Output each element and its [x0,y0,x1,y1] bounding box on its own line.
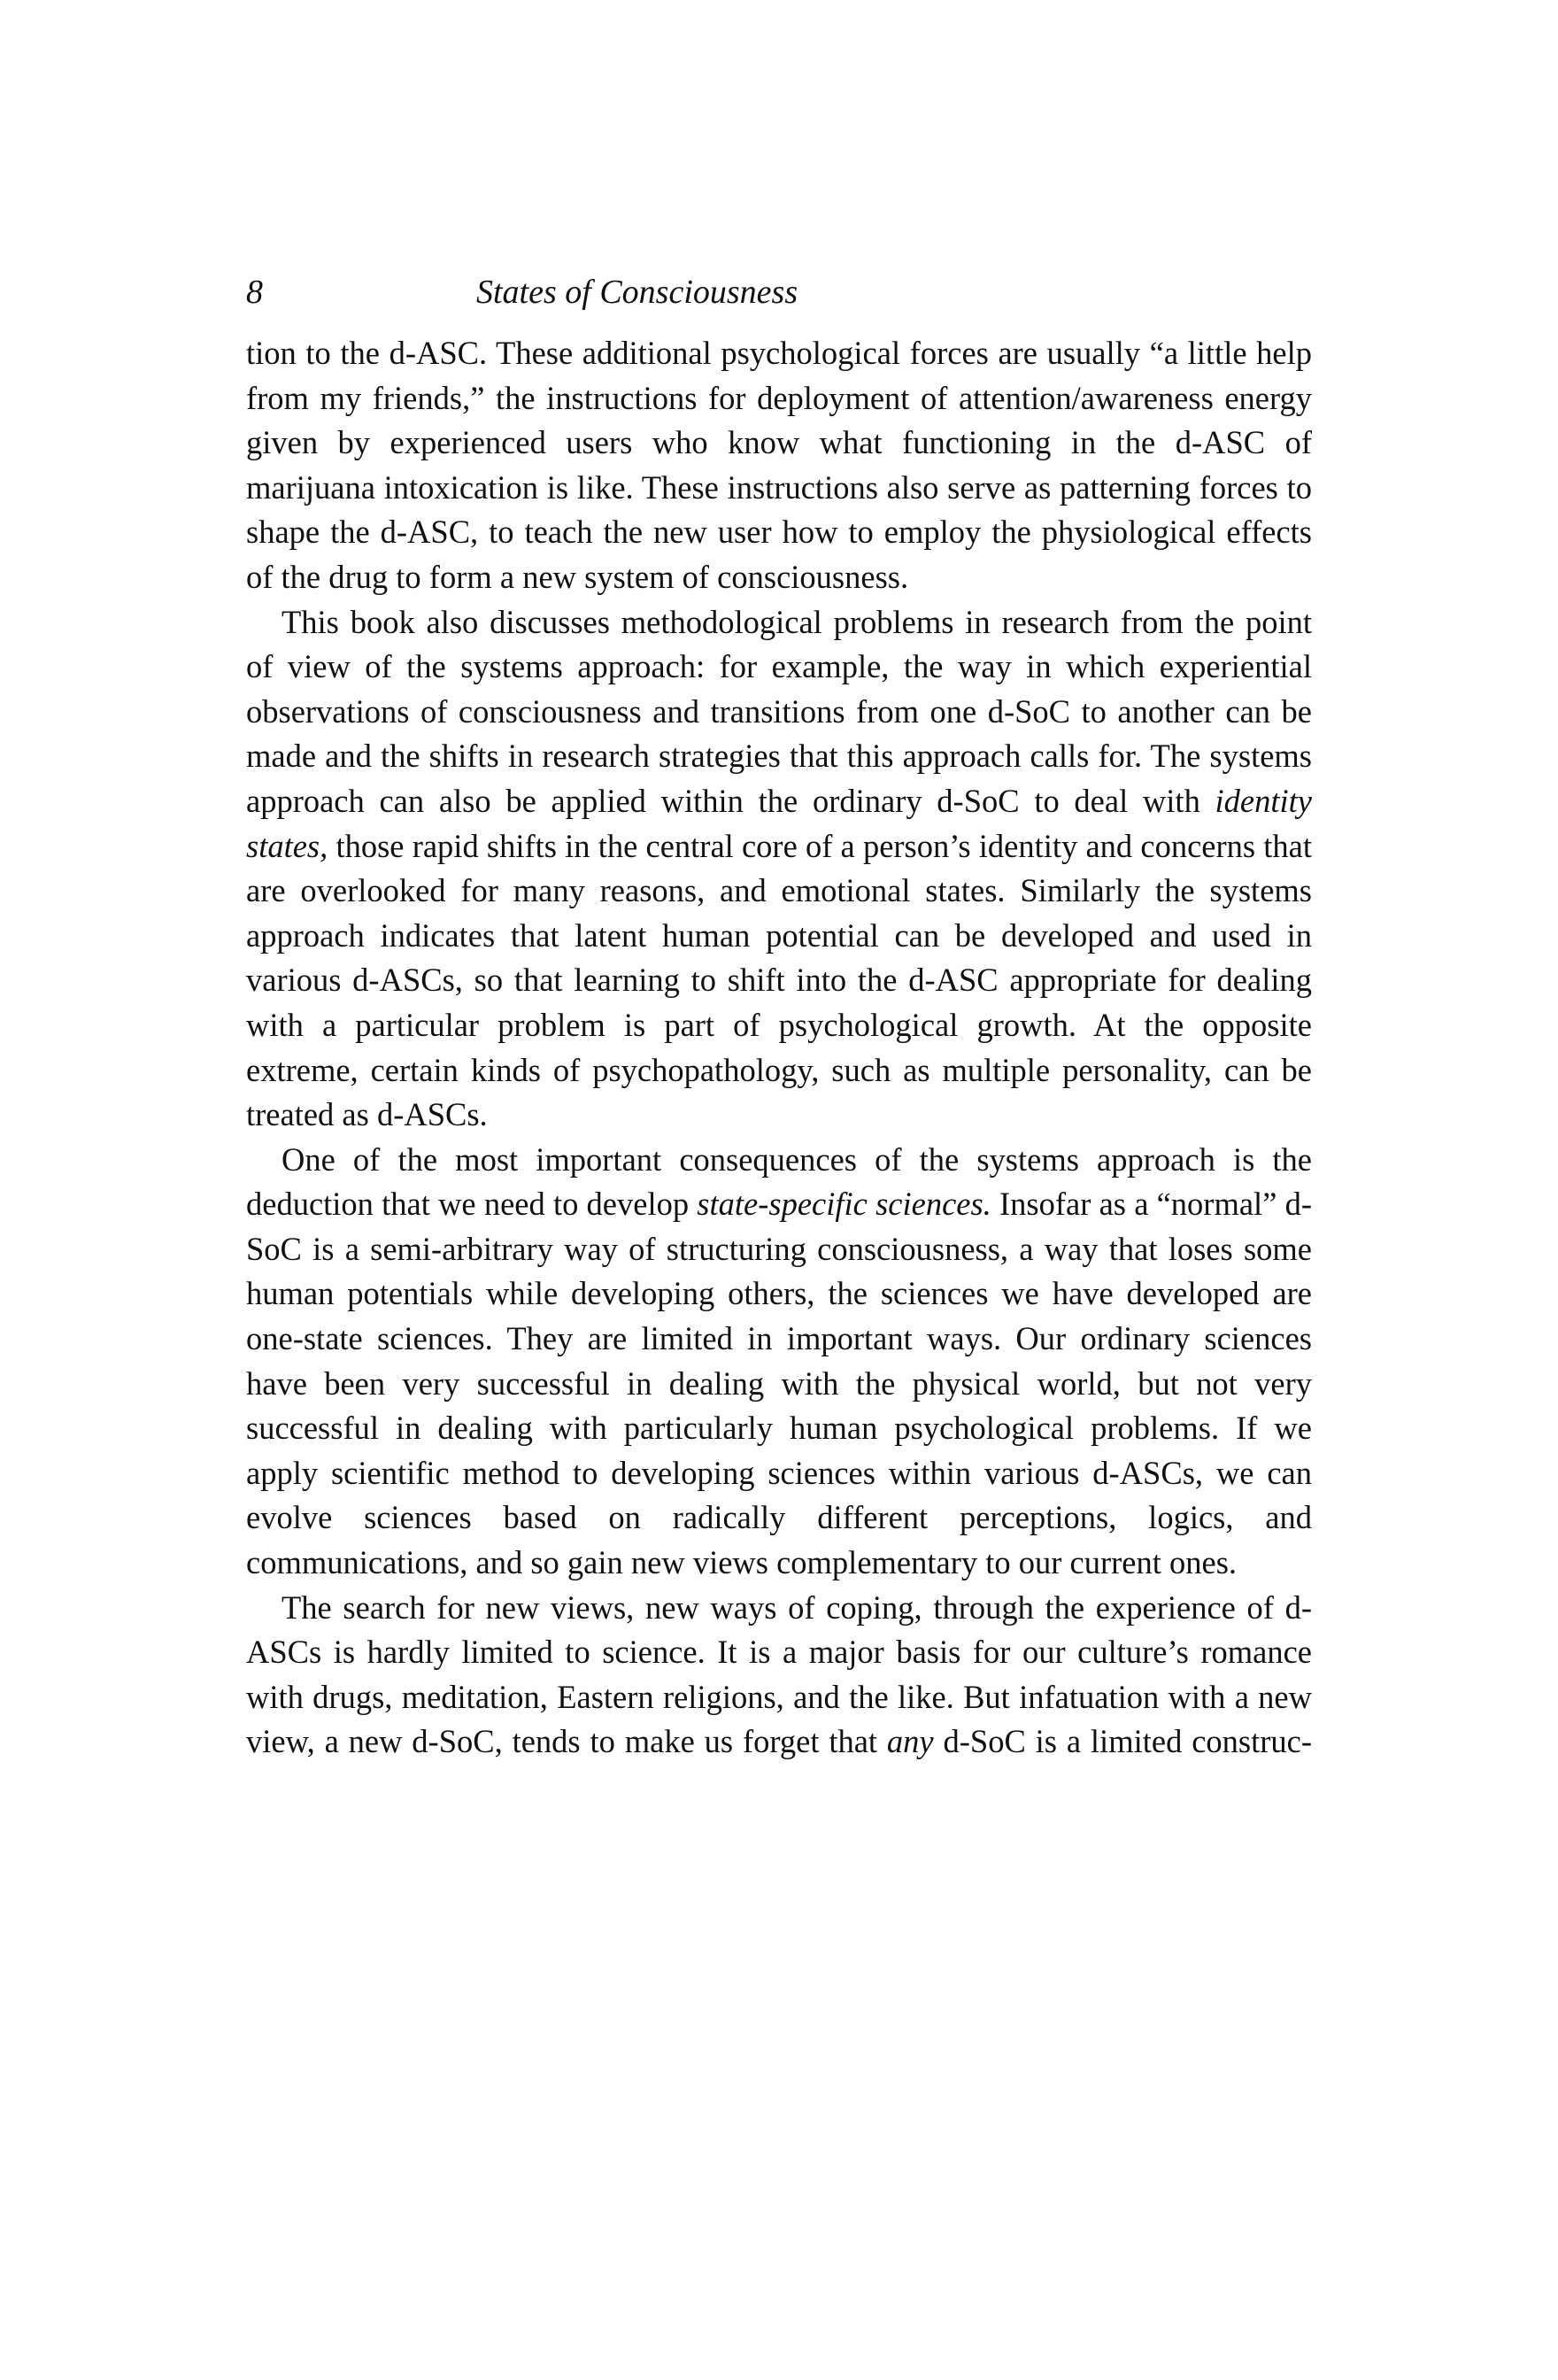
paragraph-2 [246,600,1312,1138]
paragraph-2-text-b: those rapid shifts in the central core of a person’s identity and concerns that are overlooked for many reasons, and emotional states. Similarly the systems approach indicates that latent human potential can be developed and used in various d-ASCs, so that learning to shift into the d-ASC appropriate for dealing with a particular problem is part of psychological growth. At the opposite extreme, certain kinds of psychopathology, such as multiple personality, can be treated as d-ASCs. [246,827,1312,1133]
paragraph-1-text: tion to the d-ASC. These additional psychological forces are usually “a little help from my friends,” the instructions for deployment of attention/awareness energy given by experienced users who know what functioning in the d-ASC of marijuana intoxication is like. These instructions also serve as patterning forces to shape the d-ASC, to teach the new user how to employ the physiological effects of the drug to form a new system of consciousness. [246,335,1312,595]
paragraph-3 [246,1138,1312,1586]
paragraph-4-text-a: The search for new views, new ways of coping, through the experience of d-ASCs is hardly limited to science. It is a major basis for our culture’s romance with drugs, meditation, Eastern religions, and the like. But infatuation with a new view, a new d-SoC, tends to make us forget that [246,1588,1312,1760]
body-text [246,331,1312,1765]
page-number: 8 [246,274,263,311]
paragraph-4-italic-term: any [886,1723,934,1760]
paragraph-4 [246,1586,1312,1765]
paragraph-1 [246,331,1312,600]
paragraph-3-text-a: One of the most important consequences of the systems approach is the deduction that we need to develop [246,1140,1312,1223]
book-page [246,266,1312,1765]
paragraph-2-italic-term: identity states, [246,782,1312,864]
paragraph-2-text-a: This book also discusses methodological problems in research from the point of view of the systems approach: for example, the way in which experiential observations of consciousness and transitions from one d-SoC to another can be made and the shifts in research strategies that this approach calls for. The systems approach can also be applied within the ordinary d-SoC to deal with [246,603,1312,819]
paragraph-3-text-b: Insofar as a “normal” d-SoC is a semi-arbitrary way of structuring consciousness, a way that loses some human potentials while developing others, the sciences we have developed are one-state sciences. They are limited in important ways. Our ordinary sciences have been very successful in dealing with the physical world, but not very successful in dealing with particularly human psychological problems. If we apply scientific method to developing sciences within various d-ASCs, we can evolve sciences based on radically different perceptions, logics, and communications, and so gain new views complementary to our current ones. [246,1186,1313,1581]
running-title: States of Consciousness [476,274,798,311]
running-head [246,266,1312,319]
paragraph-3-italic-term: state-specific sciences. [697,1186,991,1223]
paragraph-4-text-b: d-SoC is a limited construc- [933,1723,1312,1760]
